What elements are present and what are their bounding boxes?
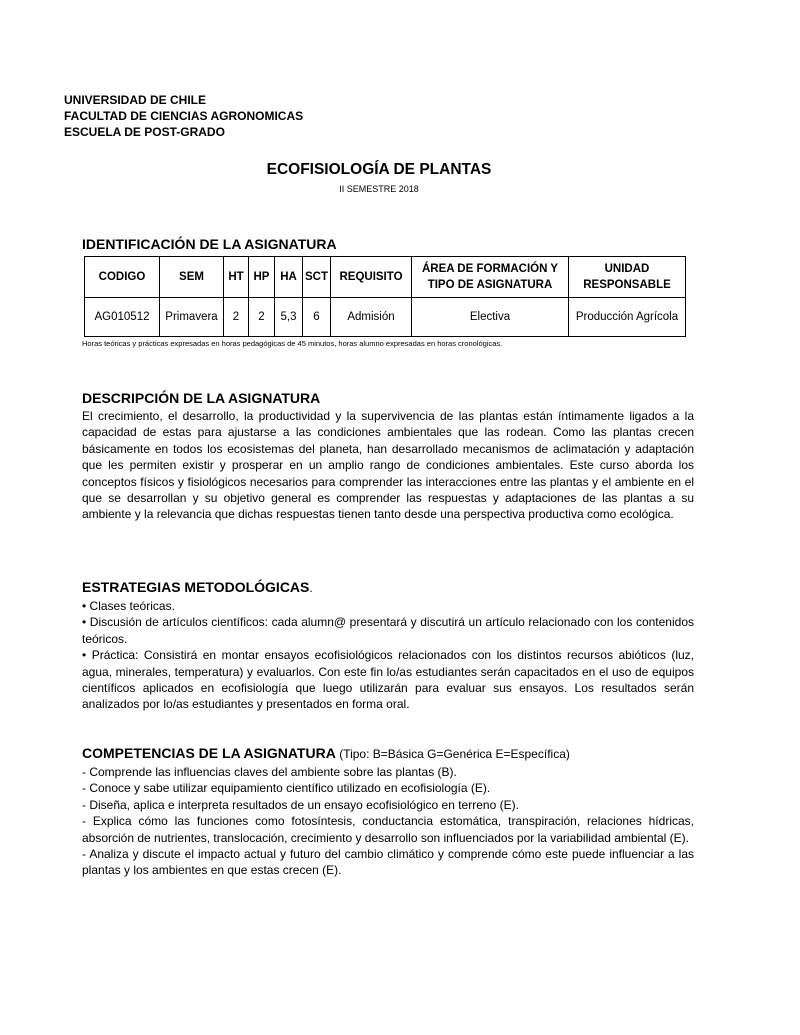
table-cell: Electiva [412,298,569,337]
list-item: • Clases teóricas. [82,599,175,613]
table-cell: AG010512 [85,298,160,337]
table-footnote: Horas teóricas y prácticas expresadas en horas pedagógicas de 45 minutos, horas alumno expresadas en horas cronológicas. [82,339,503,348]
list-item: - Diseña, aplica e interpreta resultados de un ensayo ecofisiológico en terreno (E). [82,797,519,812]
table-cell: 5,3 [275,298,303,337]
description-text: El crecimiento, el desarrollo, la productividad y la supervivencia de las plantas están íntimamente ligados a la capacidad de estas para ajustarse a las condiciones ambientales que las rodean. Como las plantas crecen básicamente en todos los ecosistemas del planeta, han desarrollado mecanismos de aclimatación y adaptación que les permiten existir y prosperar en un amplio rango de condiciones ambientales. Este curso aborda los conceptos físicos y fisiológicos necesarios para comprender las interacciones entre las plantas y el ambiente en el que se desarrollan y su objetivo general es comprender las respuestas y adaptaciones de las plantas a su ambiente y la relevancia que dichas respuestas tienen tanto desde una perspectiva productiva como ecológica. [82,409,694,522]
strategies-heading-suffix: . [309,581,313,595]
column-header: HA [275,257,303,298]
column-header: ÁREA DE FORMACIÓN Y TIPO DE ASIGNATURA [412,257,569,298]
competencies-list [82,764,694,879]
course-semester: II SEMESTRE 2018 [339,184,419,194]
table-cell: 6 [303,298,331,337]
course-title: ECOFISIOLOGÍA DE PLANTAS [266,161,492,178]
competencies-heading [82,745,570,761]
competencies-type-note: (Tipo: B=Básica G=Genérica E=Específica) [339,747,570,761]
table-header-row [85,257,686,298]
competencies-heading-text: COMPETENCIAS DE LA ASIGNATURA [82,745,336,761]
list-item: - Analiza y discute el impacto actual y futuro del cambio climático y comprende cómo este puede influenciar a las plantas y los ambientes en que estas crecen (E). [82,847,694,878]
strategies-heading-text: ESTRATEGIAS METODOLÓGICAS [82,579,310,595]
description-heading: DESCRIPCIÓN DE LA ASIGNATURA [82,390,321,406]
table-cell: Admisión [331,298,412,337]
column-header: UNIDAD RESPONSABLE [569,257,686,298]
table-cell: 2 [224,298,249,337]
identification-heading: IDENTIFICACIÓN DE LA ASIGNATURA [82,236,337,252]
strategies-heading [82,579,313,595]
list-item: • Práctica: Consistirá en montar ensayos ecofisiológicos relacionados con los distintos recursos abióticos (luz, agua, minerales, temperatura) y evaluarlos. Con este fin lo/as estudiantes serán capacitados en el uso de equipos científicos aplicados en ecofisiología que luego utilizarán para evaluar sus ensayos. Los resultados serán analizados por lo/as estudiantes y presentados en forma oral. [82,648,694,712]
university-name: UNIVERSIDAD DE CHILE [64,93,207,107]
column-header: HP [249,257,275,298]
faculty-name: FACULTAD DE CIENCIAS AGRONOMICAS [64,109,304,123]
column-header: CODIGO [85,257,160,298]
column-header: REQUISITO [331,257,412,298]
school-name: ESCUELA DE POST-GRADO [64,125,225,139]
column-header: SEM [160,257,224,298]
list-item: - Explica cómo las funciones como fotosíntesis, conductancia estomática, transpiración, relaciones hídricas, absorción de nutrientes, translocación, crecimiento y desarrollo son influenciados por la variabilidad ambiental (E). [82,814,694,845]
column-header: SCT [303,257,331,298]
list-item: • Discusión de artículos científicos: cada alumn@ presentará y discutirá un artículo relacionado con los contenidos teóricos. [82,615,694,646]
column-header: HT [224,257,249,298]
list-item: - Comprende las influencias claves del ambiente sobre las plantas (B). [82,765,457,779]
table-cell: Primavera [160,298,224,337]
institution-header [64,92,303,140]
table-row [85,298,686,337]
table-cell: Producción Agrícola [569,298,686,337]
identification-table [84,256,686,337]
list-item: - Conoce y sabe utilizar equipamiento científico utilizado en ecofisiología (E). [82,781,491,796]
table-cell: 2 [249,298,275,337]
strategies-list [82,598,694,713]
